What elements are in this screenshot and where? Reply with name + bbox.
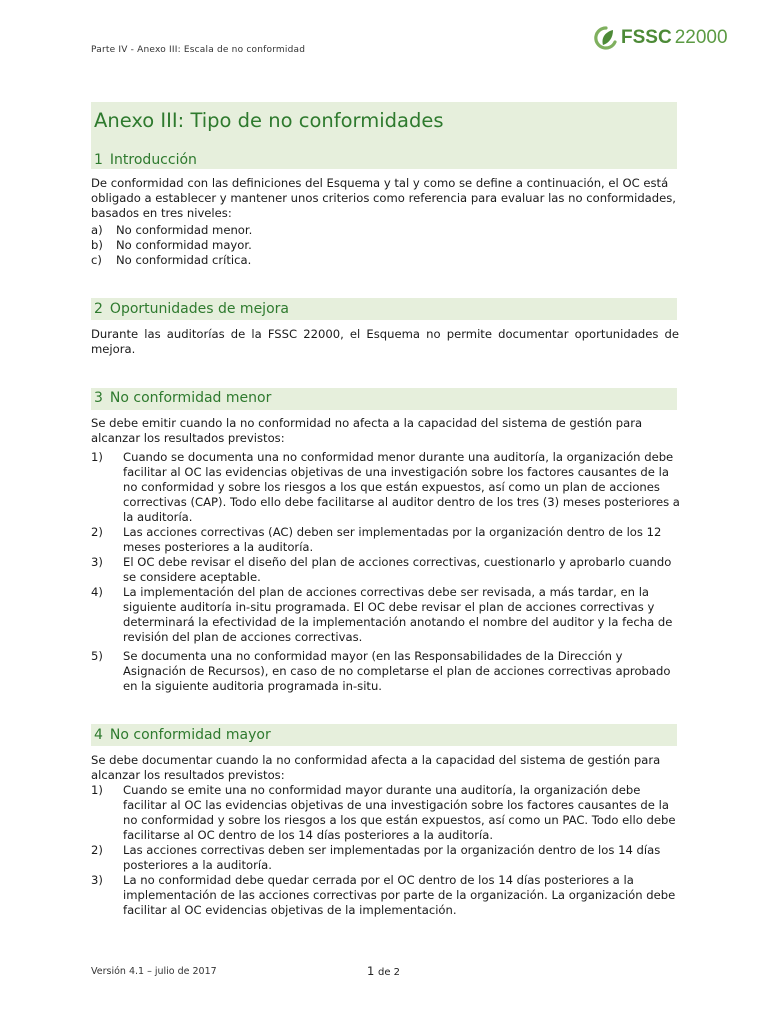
- section-heading-2: [94, 301, 289, 317]
- section-2-text: Durante las auditorías de la FSSC 22000, el Esquema no permite documentar oportunidades de mejora.: [91, 327, 679, 356]
- section-heading-1: [94, 152, 197, 168]
- section-title: Oportunidades de mejora: [109, 301, 289, 317]
- running-header: Parte IV - Anexo III: Escala de no conformidad: [91, 45, 306, 55]
- list-marker: a): [91, 223, 103, 237]
- list-marker: 2): [91, 843, 103, 857]
- logo-wordmark: FSSC: [621, 27, 672, 48]
- footer-version: Versión 4.1 – julio de 2017: [91, 966, 217, 977]
- section-heading-4: [94, 727, 271, 743]
- list-marker: c): [91, 253, 102, 267]
- list-marker: 2): [91, 525, 103, 539]
- section-1-list: [91, 223, 681, 268]
- list-item-text: Las acciones correctivas deben ser implementadas por la organización dentro de los 14 días posteriores a la auditoría.: [123, 843, 661, 872]
- list-item-text: La implementación del plan de acciones correctivas debe ser revisada, a más tardar, en la siguiente auditoría in-situ programada. El OC debe revisar el plan de acciones correctivas y determinará la efectividad de la implementación anotando el nombre del auditor y la fecha de revisión del plan de acciones correctivas.: [123, 585, 673, 644]
- section-number: 2: [94, 301, 103, 317]
- list-item-text: El OC debe revisar el diseño del plan de acciones correctivas, cuestionarlo y aprobarlo cuando se considere aceptable.: [123, 555, 672, 584]
- list-marker: 4): [91, 585, 103, 599]
- page-total: de 2: [377, 967, 401, 978]
- list-item-text: La no conformidad debe quedar cerrada por el OC dentro de los 14 días posteriores a la implementación de las acciones correctivas por parte de la organización. La organización debe facilitar al OC evidencias objetivas de la implementación.: [123, 873, 676, 917]
- list-item-text: No conformidad menor.: [116, 223, 253, 237]
- section-4-list: [91, 783, 681, 918]
- section-3-intro: Se debe emitir cuando la no conformidad no afecta a la capacidad del sistema de gestión para alcanzar los resultados previstos:: [91, 416, 643, 445]
- list-item: [91, 585, 681, 645]
- list-item-text: Cuando se documenta una no conformidad menor durante una auditoría, la organización debe facilitar al OC las evidencias objetivas de una investigación sobre los factores causantes de la no conformidad y sobre los riesgos a los que están expuestos, así como un plan de acciones correctivas (CAP). Todo ello debe facilitarse al auditor dentro de los tres (3) meses posteriores a la auditoría.: [123, 450, 680, 524]
- list-item: [91, 450, 681, 525]
- section-number: 1: [94, 152, 103, 168]
- list-marker: b): [91, 238, 103, 252]
- section-number: 4: [94, 727, 103, 743]
- fssc-logo: [594, 26, 728, 50]
- section-title: Introducción: [109, 152, 197, 168]
- section-heading-3: [94, 390, 271, 406]
- list-item: [91, 525, 681, 555]
- list-item: [91, 253, 681, 268]
- list-marker: 1): [91, 450, 103, 464]
- list-item: [91, 783, 681, 843]
- list-item: [91, 238, 681, 253]
- page-current: 1: [367, 964, 375, 978]
- list-item: [91, 843, 681, 873]
- list-item-text: No conformidad crítica.: [116, 253, 252, 267]
- section-title: No conformidad mayor: [109, 727, 271, 743]
- fssc-leaf-icon: [594, 26, 618, 50]
- list-item-text: Las acciones correctivas (AC) deben ser implementadas por la organización dentro de los 12 meses posteriores a la auditoría.: [123, 525, 662, 554]
- section-title: No conformidad menor: [109, 390, 272, 406]
- list-item-text: Cuando se emite una no conformidad mayor durante una auditoría, la organización debe facilitar al OC las evidencias objetivas de una investigación sobre los factores causantes de la no conformidad y sobre los riesgos a los que están expuestos, así como un PAC. Todo ello debe facilitarse al OC dentro de los 14 días posteriores a la auditoría.: [123, 783, 676, 842]
- list-item: [91, 873, 681, 918]
- document-title: Anexo III: Tipo de no conformidades: [94, 109, 444, 132]
- section-number: 3: [94, 390, 103, 406]
- list-item-text: No conformidad mayor.: [116, 238, 252, 252]
- logo-number: 22000: [674, 27, 728, 48]
- list-item: [91, 555, 681, 585]
- page-number: [367, 964, 400, 978]
- list-item-text: Se documenta una no conformidad mayor (en las Responsabilidades de la Dirección y Asignación de Recursos), en caso de no completarse el plan de acciones correctivas aprobado en la siguiente auditoria programada in-situ.: [123, 649, 671, 693]
- list-item: [91, 649, 681, 694]
- list-marker: 3): [91, 873, 103, 887]
- list-marker: 3): [91, 555, 103, 569]
- list-item: [91, 223, 681, 238]
- section-4-intro: Se debe documentar cuando la no conformidad afecta a la capacidad del sistema de gestión para alcanzar los resultados previstos:: [91, 753, 661, 782]
- section-3-list: [91, 450, 681, 694]
- list-marker: 5): [91, 649, 103, 663]
- section-1-intro: De conformidad con las definiciones del Esquema y tal y como se define a continuación, el OC está obligado a establecer y mantener unos criterios como referencia para evaluar las no conformidades, basados en tres niveles:: [91, 176, 676, 220]
- list-marker: 1): [91, 783, 103, 797]
